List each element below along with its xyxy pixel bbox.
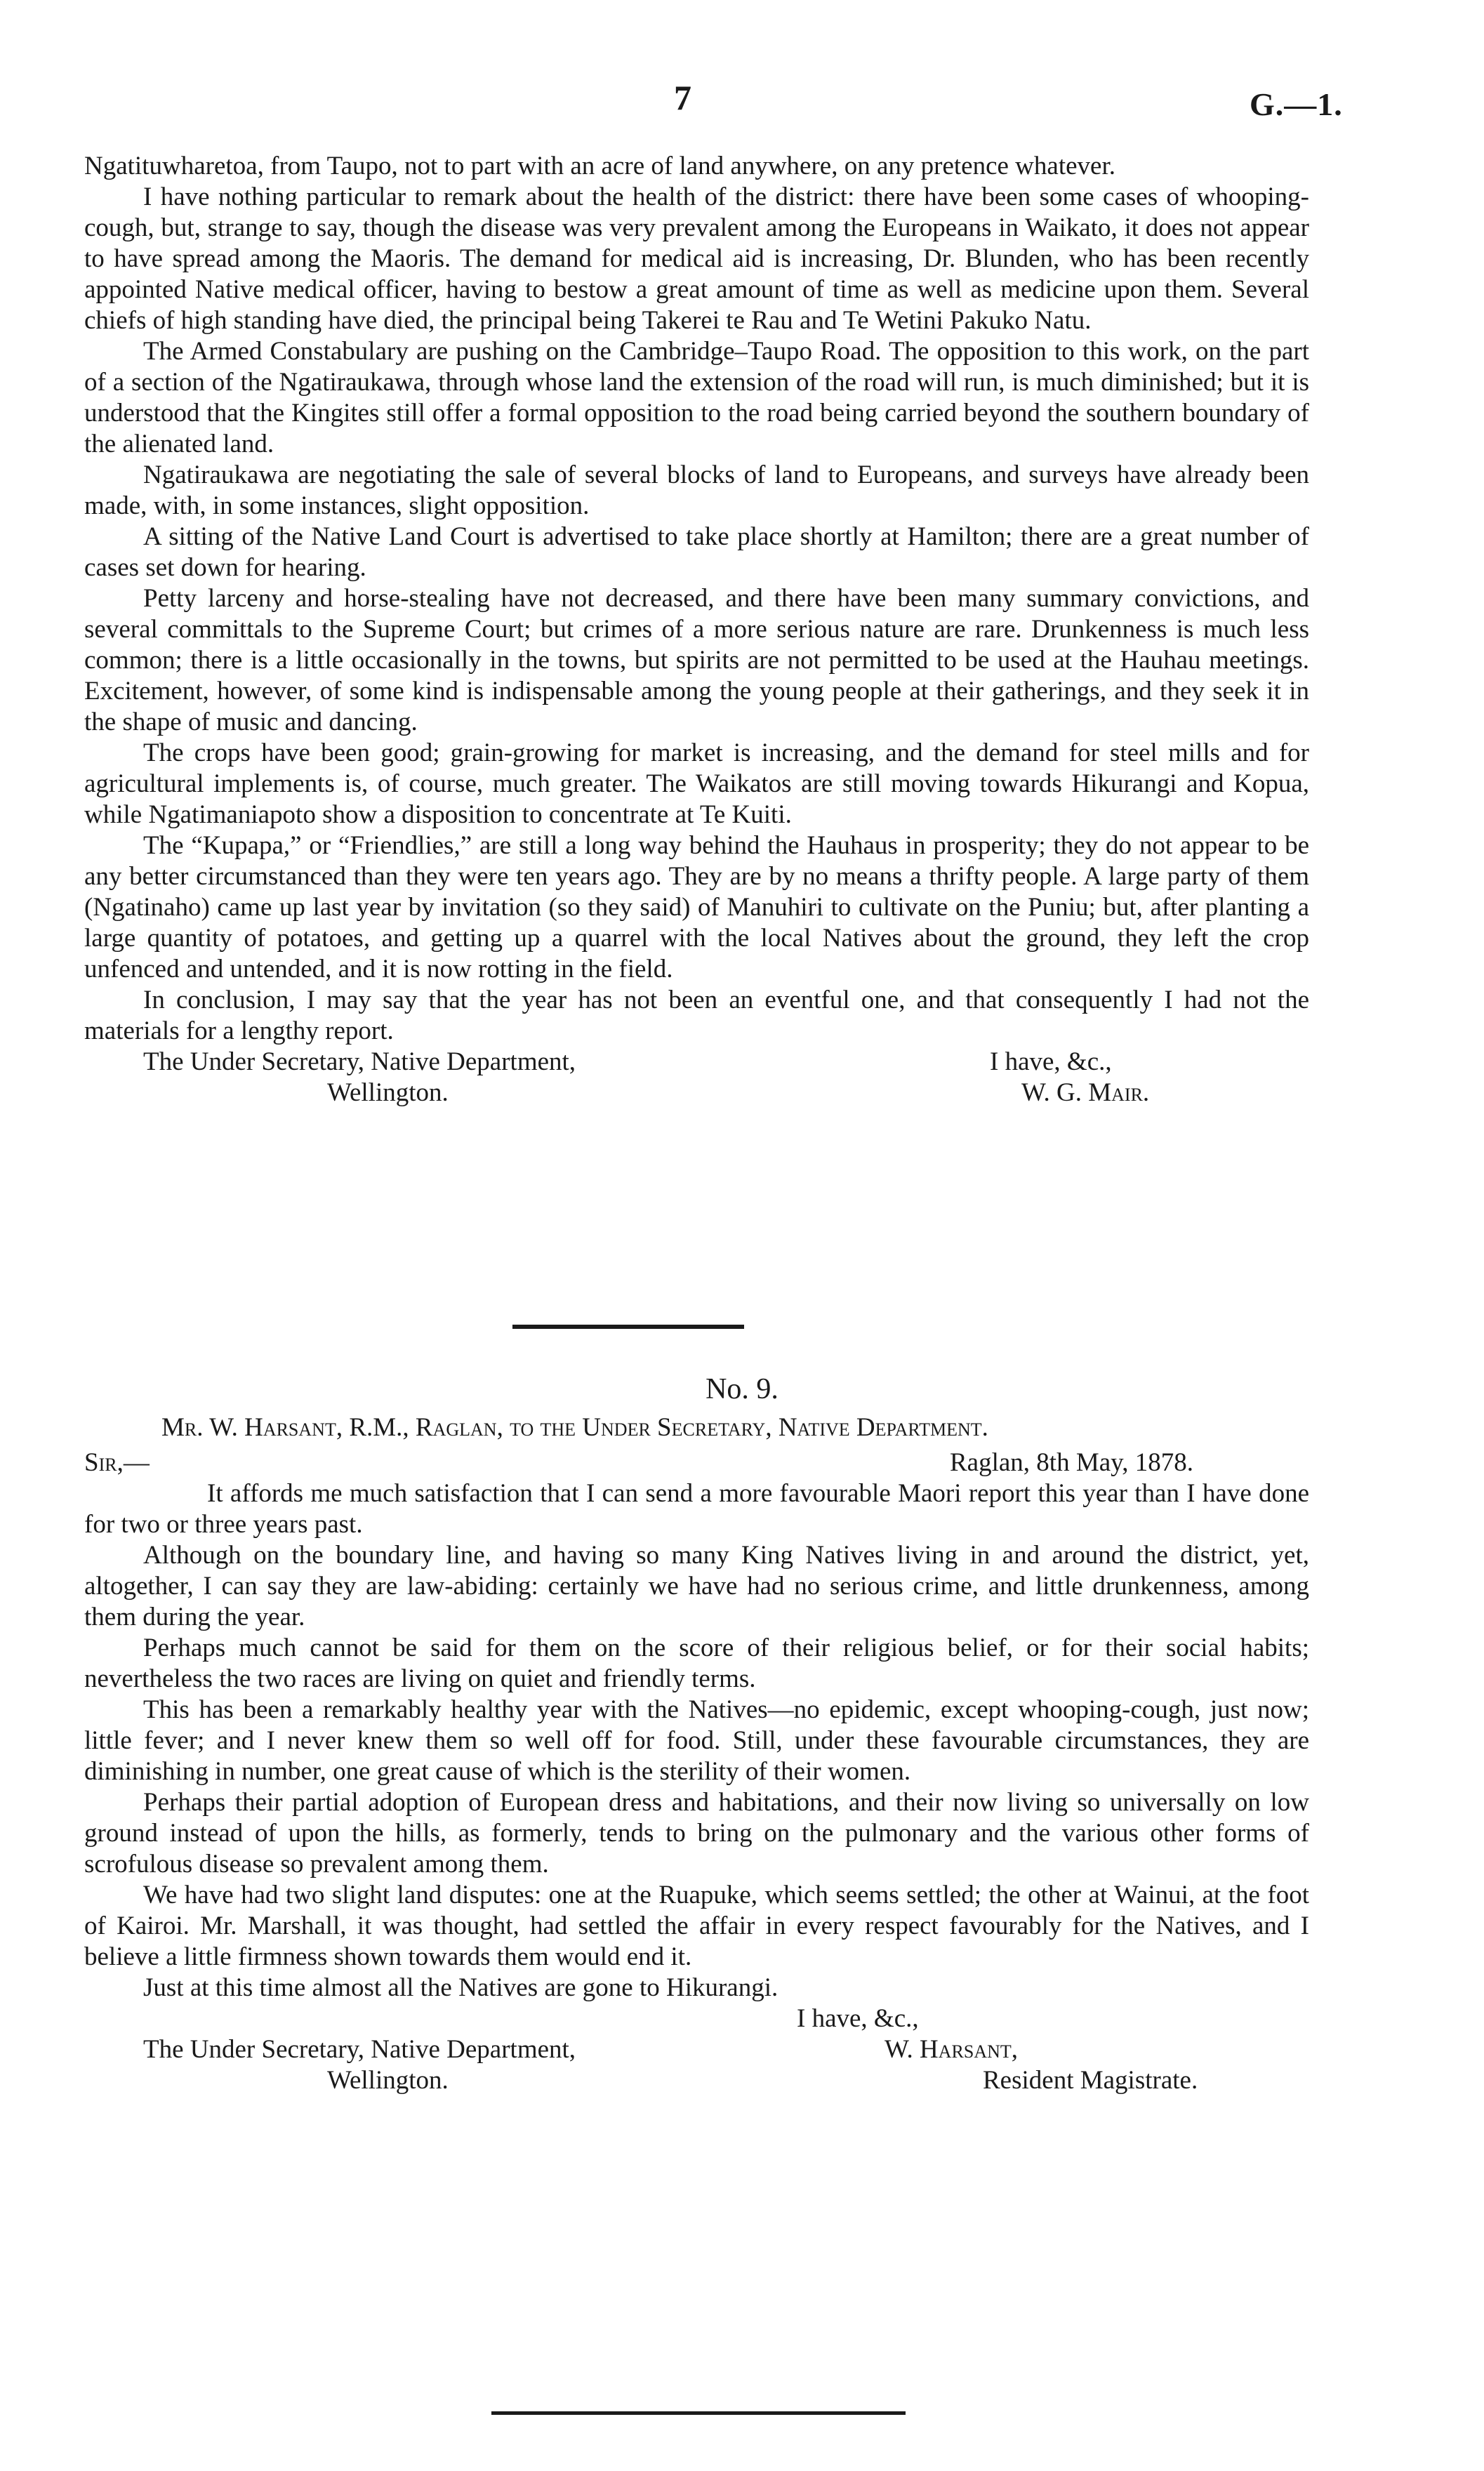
signature: W. G. Mair. bbox=[1021, 1078, 1150, 1107]
paragraph: I have nothing particular to remark about the health of the district: there have been some cases of whooping-cough, but, strange to say, though the disease was very prevalent among the Europeans in Waikato, it does not appear to have spread among the Maoris. The demand for medical aid is increasing, Dr. Blunden, who has been recently appointed Native medical officer, having to bestow a great amount of time as well as medicine upon them. Several chiefs of high standing have died, the principal being Takerei te Rau and Te Wetini Pakuko Natu. bbox=[84, 183, 1309, 335]
paragraph: In conclusion, I may say that the year has not been an eventful one, and that consequently I had not the materials for a lengthy report. bbox=[84, 986, 1309, 1045]
report-body-part1 bbox=[84, 151, 1309, 1108]
letter-heading: Mr. W. Harsant, R.M., Raglan, to the Under Secretary, Native Department. bbox=[161, 1413, 988, 1442]
report-body-part2 bbox=[84, 1478, 1309, 2096]
paragraph: Ngatituwharetoa, from Taupo, not to part with an acre of land anywhere, on any pretence whatever. bbox=[84, 152, 1115, 180]
paragraph: The Armed Constabulary are pushing on the Cambridge–Taupo Road. The opposition to this work, on the part of a section of the Ngatiraukawa, through whose land the extension of the road will run, is much diminished; but it is understood that the Kingites still offer a formal opposition to the road being carried beyond the southern boundary of the alienated land. bbox=[84, 337, 1309, 458]
signature-row bbox=[84, 1047, 1309, 1078]
paragraph: The crops have been good; grain-growing for market is increasing, and the demand for steel mills and for agricultural implements is, of course, much greater. The Waikatos are still moving towards Hikurangi and Kopua, while Ngatimaniapoto show a disposition to concentrate at Te Kuiti. bbox=[84, 738, 1309, 829]
signature-row bbox=[84, 2065, 1309, 2096]
salutation: Sir,— bbox=[84, 1448, 150, 1477]
page-number: 7 bbox=[674, 78, 691, 117]
paragraph: The “Kupapa,” or “Friendlies,” are still a long way behind the Hauhaus in prosperity; they do not appear to be any better circumstanced than they were ten years ago. They are by no means a thrifty people. A large party of them (Ngatinaho) came up last year by invitation (so they said) of Manuhiri to cultivate on the Puniu; but, after planting a large quantity of potatoes, and getting up a quarrel with the local Natives about the ground, they left the crop unfenced and untended, and it is now rotting in the field. bbox=[84, 831, 1309, 983]
paragraph: We have had two slight land disputes: one at the Ruapuke, which seems settled; the other at Wainui, at the foot of Kairoi. Mr. Marshall, it was thought, had settled the affair in every respect favourably for the Natives, and I believe a little firmness shown towards them would end it. bbox=[84, 1881, 1309, 1971]
section-divider bbox=[512, 1325, 744, 1329]
signature-row bbox=[84, 1078, 1309, 1108]
paragraph: It affords me much satisfaction that I can send a more favourable Maori report this year than I have done for two or three years past. bbox=[84, 1479, 1309, 1539]
letter-number: No. 9. bbox=[705, 1373, 779, 1405]
dateline: Raglan, 8th May, 1878. bbox=[950, 1448, 1194, 1477]
signature-row bbox=[84, 2003, 1309, 2034]
signature-row bbox=[84, 2034, 1309, 2065]
paragraph: Just at this time almost all the Natives are gone to Hikurangi. bbox=[143, 1973, 779, 2002]
paragraph: Although on the boundary line, and having so many King Natives living in and around the district, yet, altogether, I can say they are law-abiding: certainly we have had no serious crime, and little drunkenness, among them during the year. bbox=[84, 1541, 1309, 1631]
addressee-line: The Under Secretary, Native Department, bbox=[143, 2035, 576, 2064]
series-reference: G.—1. bbox=[1250, 86, 1343, 122]
paragraph: This has been a remarkably healthy year with the Natives—no epidemic, except whooping-cough, just now; little fever; and I never knew them so well off for food. Still, under these favourable circumstances, they are diminishing in number, one great cause of which is the sterility of their women. bbox=[84, 1695, 1309, 1786]
section-divider bbox=[491, 2411, 906, 2415]
paragraph: Perhaps their partial adoption of European dress and habitations, and their now living so universally on low ground instead of upon the hills, as formerly, tends to bring on the pulmonary and the various other forms of scrofulous disease so prevalent among them. bbox=[84, 1788, 1309, 1879]
paragraph: Perhaps much cannot be said for them on the score of their religious belief, or for their social habits; nevertheless the two races are living on quiet and friendly terms. bbox=[84, 1634, 1309, 1693]
paragraph: Ngatiraukawa are negotiating the sale of several blocks of land to Europeans, and surveys have already been made, with, in some instances, slight opposition. bbox=[84, 461, 1309, 520]
addressee-city: Wellington. bbox=[327, 1078, 449, 1107]
paragraph: Petty larceny and horse-stealing have not decreased, and there have been many summary convictions, and several committals to the Supreme Court; but crimes of a more serious nature are rare. Drunkenness is much less common; there is a little occasionally in the towns, but spirits are not permitted to be used at the Hauhau meetings. Excitement, however, of some kind is indispensable among the young people at their gatherings, and they seek it in the shape of music and dancing. bbox=[84, 584, 1309, 736]
addressee-city: Wellington. bbox=[327, 2066, 449, 2095]
signature-title: Resident Magistrate. bbox=[983, 2066, 1198, 2095]
addressee-line: The Under Secretary, Native Department, bbox=[143, 1047, 576, 1076]
paragraph: A sitting of the Native Land Court is advertised to take place shortly at Hamilton; there are a great number of cases set down for hearing. bbox=[84, 522, 1309, 582]
closing: I have, &c., bbox=[797, 2004, 919, 2033]
closing: I have, &c., bbox=[990, 1047, 1112, 1076]
signature: W. Harsant, bbox=[885, 2035, 1019, 2064]
